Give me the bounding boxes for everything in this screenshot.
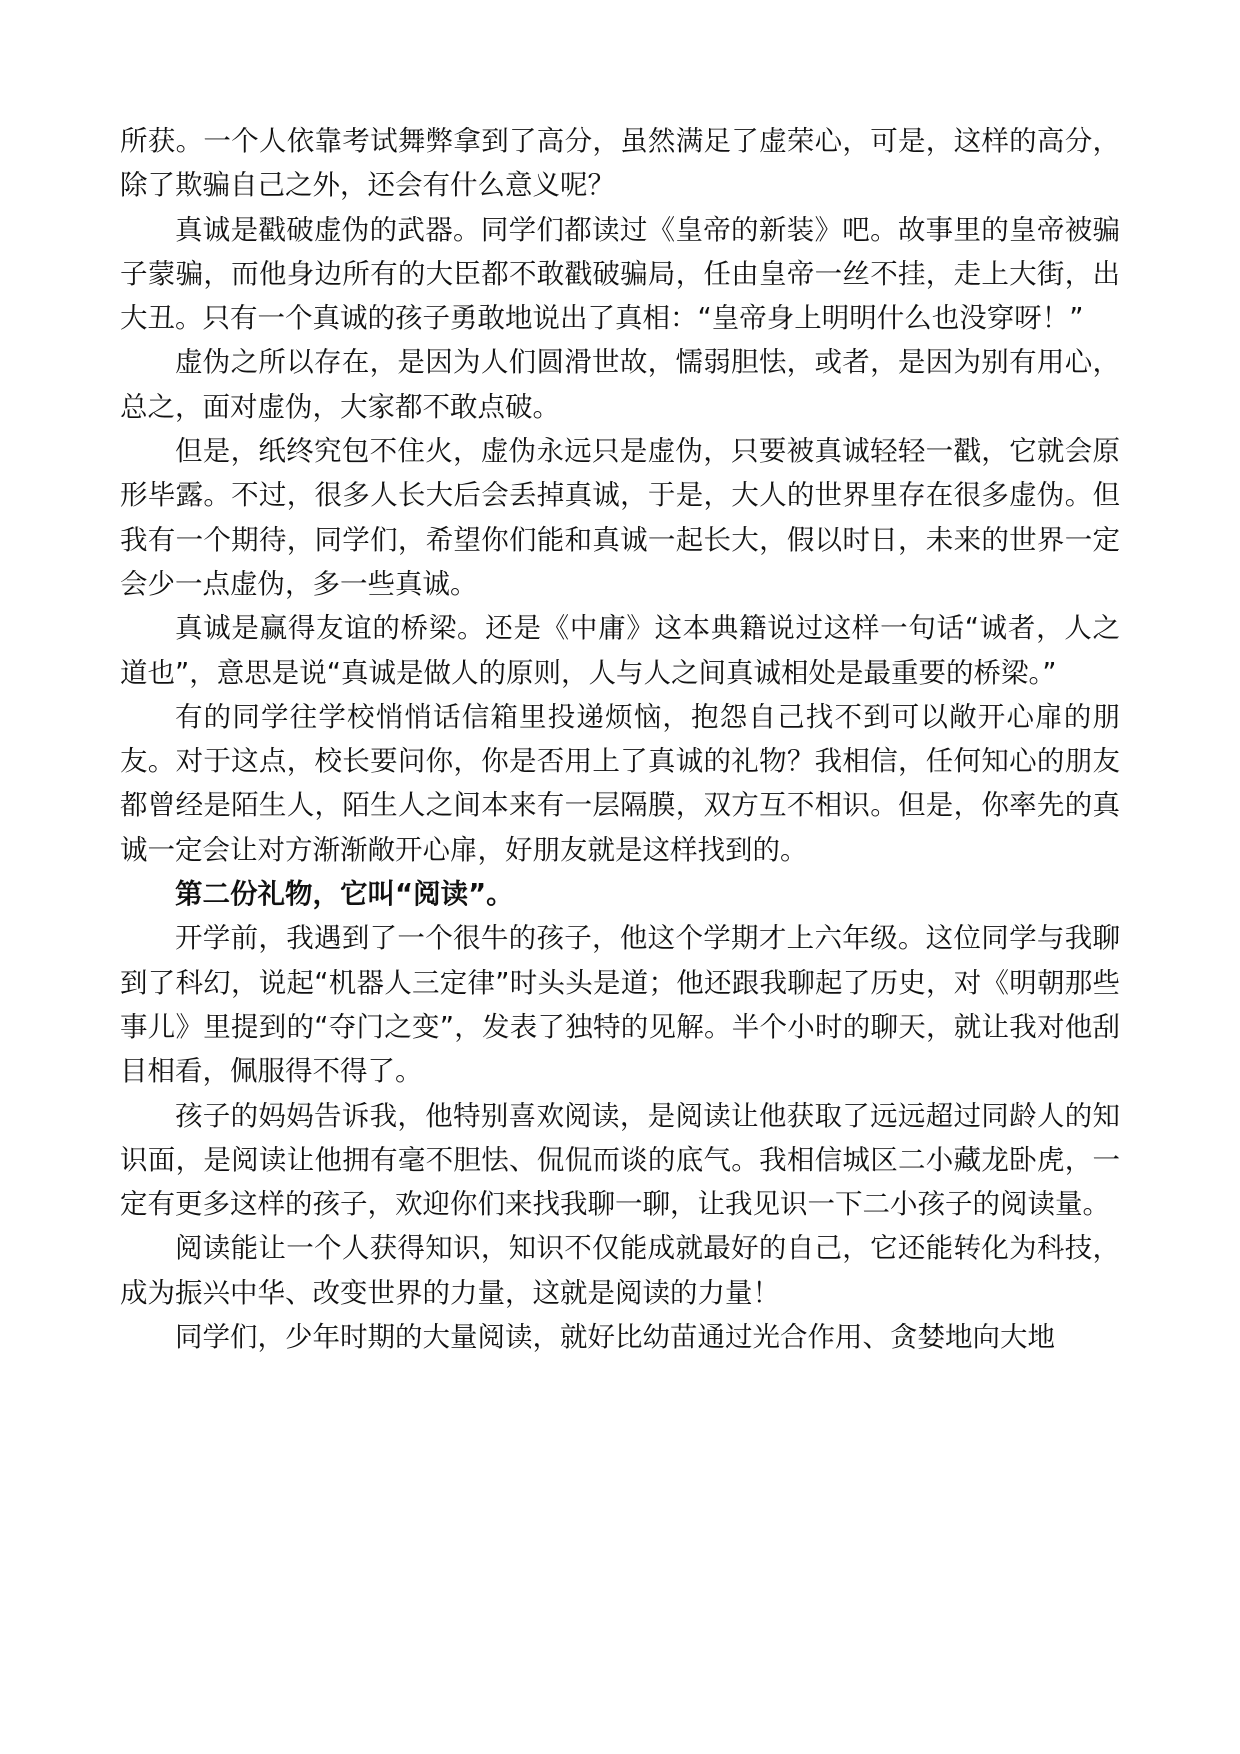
- paragraph: 虚伪之所以存在，是因为人们圆滑世故，懦弱胆怯，或者，是因为别有用心，总之，面对虚伪，大家都不敢点破。: [120, 346, 1120, 423]
- speech-body: [120, 119, 1120, 1359]
- paragraph: 阅读能让一个人获得知识，知识不仅能成就最好的自己，它还能转化为科技，成为振兴中华、改变世界的力量，这就是阅读的力量！: [120, 1232, 1120, 1309]
- paragraph: 真诚是戳破虚伪的武器。同学们都读过《皇帝的新装》吧。故事里的皇帝被骗子蒙骗，而他身边所有的大臣都不敢戳破骗局，任由皇帝一丝不挂，走上大街，出大丑。只有一个真诚的孩子勇敢地说出了真相：“皇帝身上明明什么也没穿呀！”: [120, 213, 1120, 335]
- section-heading: 第二份礼物，它叫“阅读”。: [175, 878, 514, 911]
- paragraph: 有的同学往学校悄悄话信箱里投递烦恼，抱怨自己找不到可以敞开心扉的朋友。对于这点，校长要问你，你是否用上了真诚的礼物？我相信，任何知心的朋友都曾经是陌生人，陌生人之间本来有一层隔膜，双方互不相识。但是，你率先的真诚一定会让对方渐渐敞开心扉，好朋友就是这样找到的。: [120, 700, 1120, 866]
- paragraph: 开学前，我遇到了一个很牛的孩子，他这个学期才上六年级。这位同学与我聊到了科幻，说起“机器人三定律”时头头是道；他还跟我聊起了历史，对《明朝那些事儿》里提到的“夺门之变”，发表了独特的见解。半个小时的聊天，就让我对他刮目相看，佩服得不得了。: [120, 922, 1120, 1088]
- paragraph: 同学们，少年时期的大量阅读，就好比幼苗通过光合作用、贪婪地向大地: [175, 1321, 1055, 1354]
- paragraph: 真诚是赢得友谊的桥梁。还是《中庸》这本典籍说过这样一句话“诚者，人之道也”，意思是说“真诚是做人的原则，人与人之间真诚相处是最重要的桥梁。”: [120, 612, 1120, 689]
- paragraph: 孩子的妈妈告诉我，他特别喜欢阅读，是阅读让他获取了远远超过同龄人的知识面，是阅读让他拥有毫不胆怯、侃侃而谈的底气。我相信城区二小藏龙卧虎，一定有更多这样的孩子，欢迎你们来找我聊一聊，让我见识一下二小孩子的阅读量。: [120, 1099, 1120, 1221]
- paragraph: 所获。一个人依靠考试舞弊拿到了高分，虽然满足了虚荣心，可是，这样的高分，除了欺骗自己之外，还会有什么意义呢？: [120, 125, 1120, 202]
- paragraph: 但是，纸终究包不住火，虚伪永远只是虚伪，只要被真诚轻轻一戳，它就会原形毕露。不过，很多人长大后会丢掉真诚，于是，大人的世界里存在很多虚伪。但我有一个期待，同学们，希望你们能和真诚一起长大，假以时日，未来的世界一定会少一点虚伪，多一些真诚。: [120, 435, 1120, 600]
